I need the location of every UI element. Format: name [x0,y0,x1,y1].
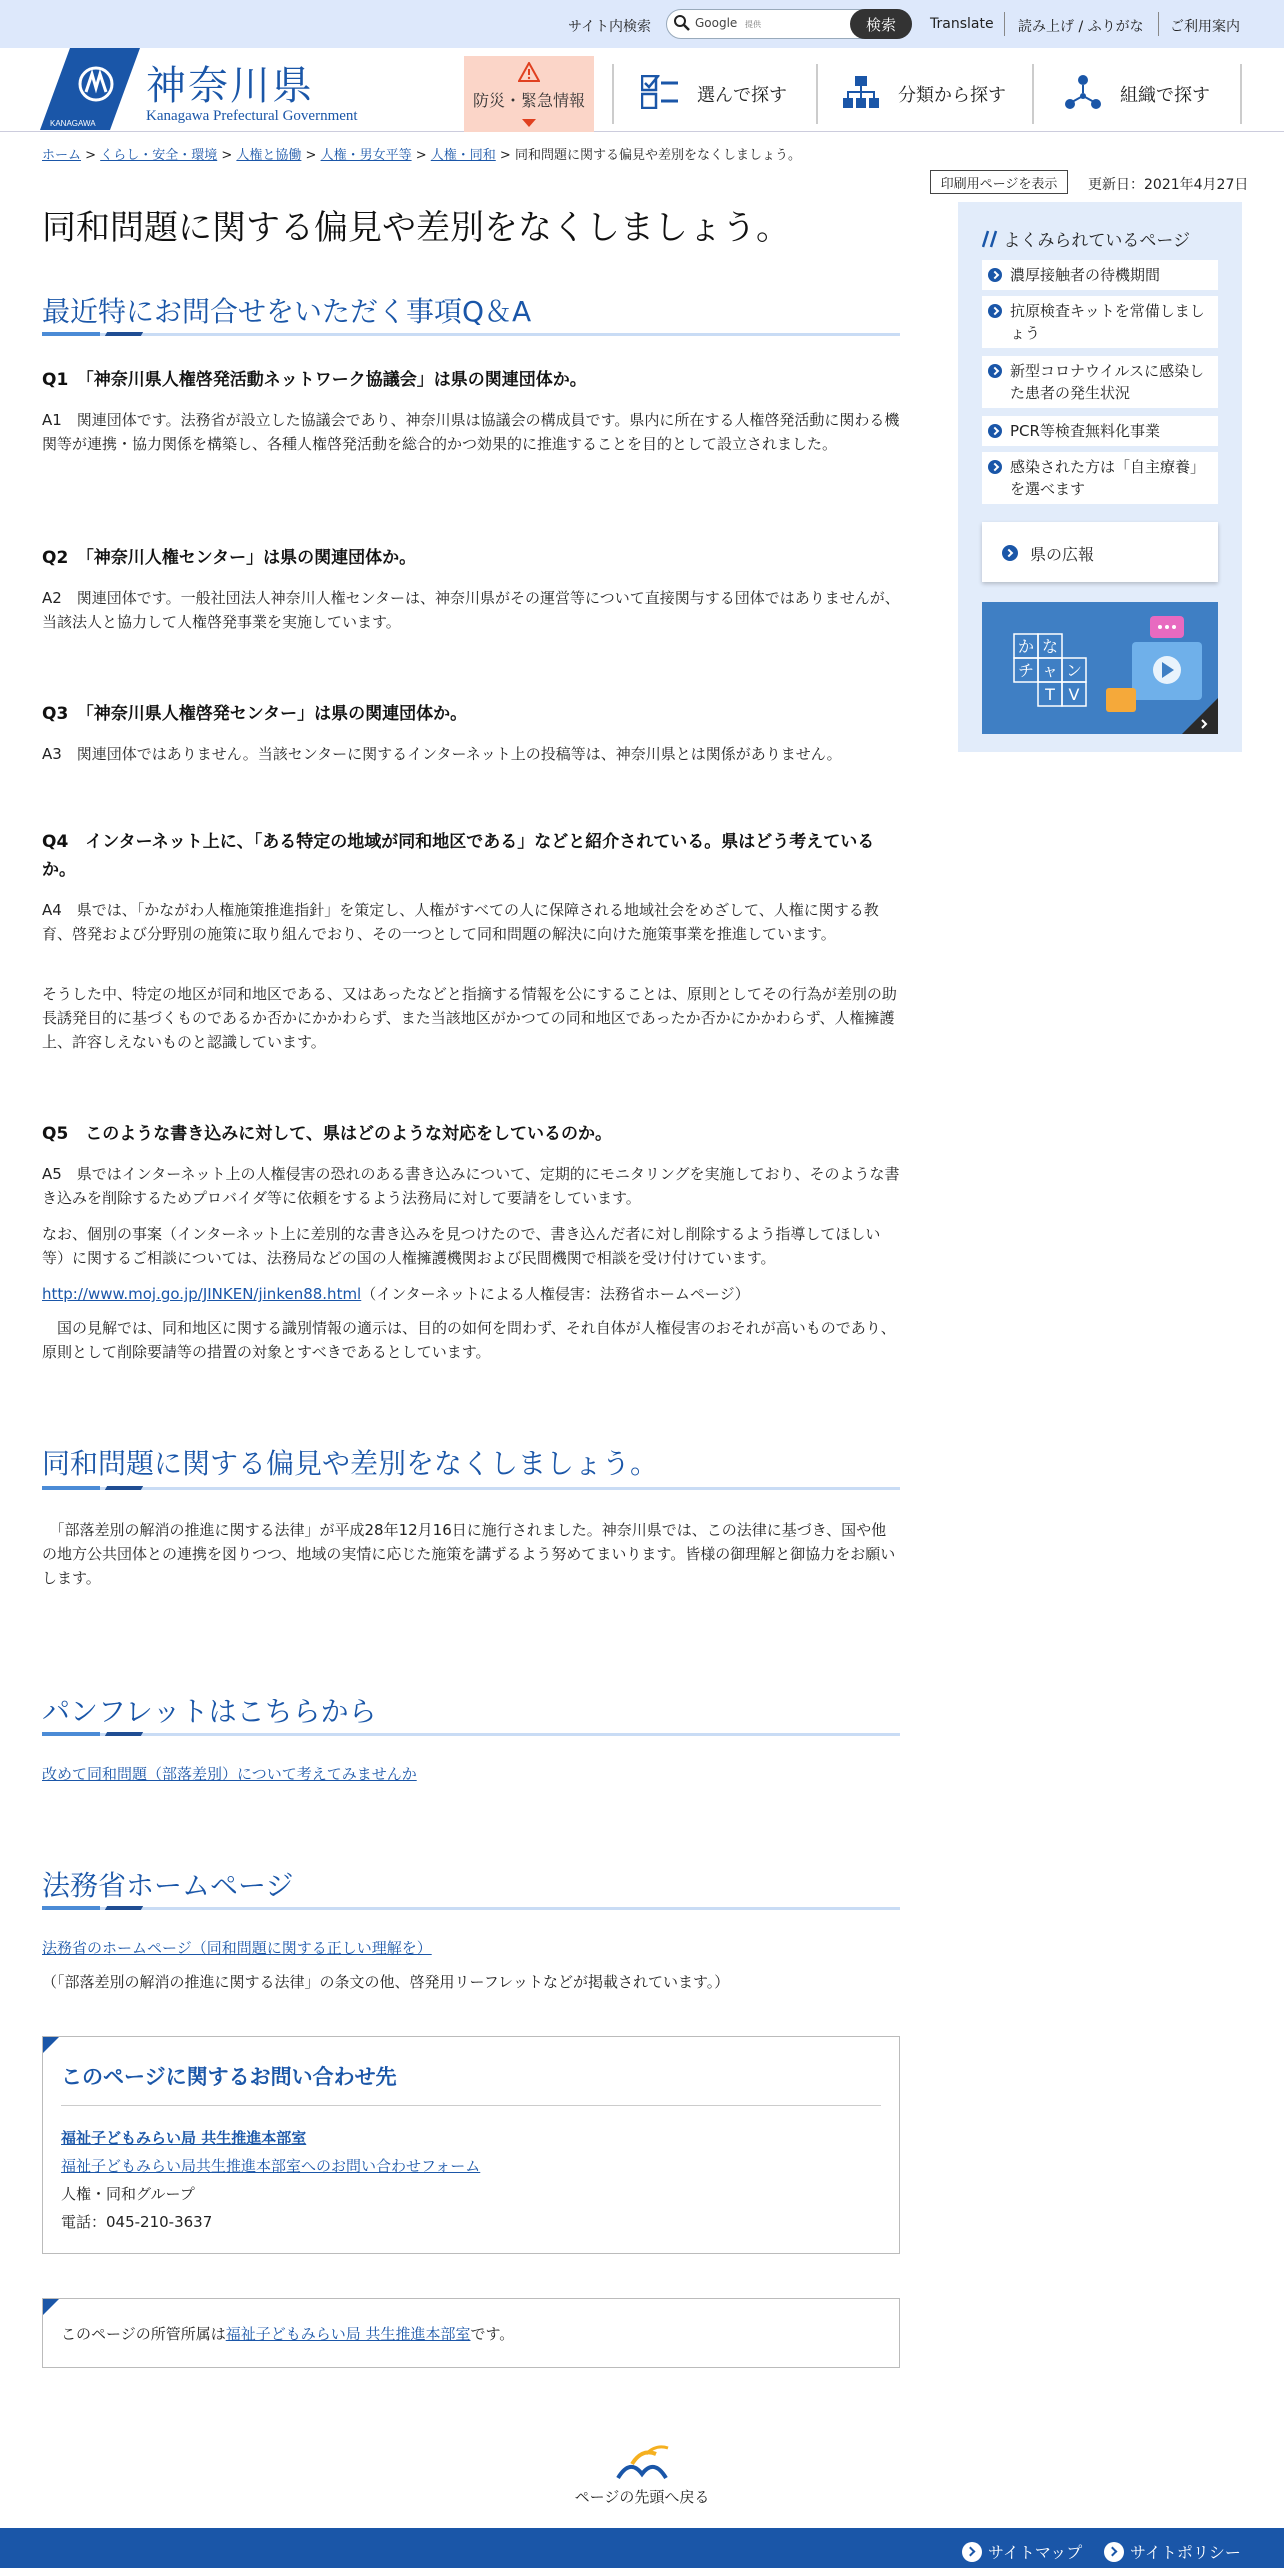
breadcrumb-home[interactable]: ホーム [42,148,82,163]
updated-date: 更新日：2021年4月27日 [1088,177,1249,193]
sidebar-item-contact-period[interactable] [982,260,1218,290]
print-page-button[interactable]: 印刷用ページを表示 [930,170,1068,194]
nav-label: 組織で探す [1120,85,1210,106]
site-search-label: サイト内検索 [568,19,652,35]
emergency-label: 防災・緊急情報 [472,90,585,110]
site-header [0,48,1284,132]
chevron-right-icon [1104,2542,1124,2562]
corner-mark-icon [43,2299,59,2315]
kanagawa-logo-icon[interactable] [40,48,140,132]
checklist-icon [641,75,679,113]
sidebar-heading [982,226,1190,251]
translate-link[interactable]: Translate [930,16,994,32]
seagull-icon [612,2444,672,2488]
breadcrumb-sep: > [81,148,101,163]
divider [61,2105,881,2106]
chevron-right-icon [988,364,1002,378]
answer-3: A3 関連団体ではありません。当該センターに関するインターネット上の投稿等は、神奈川県とは関係がありません。 [42,745,842,763]
breadcrumb-sep: > [411,148,431,163]
answer-5-part2: なお、個別の事案（インターネット上に差別的な書き込みを見つけたので、書き込んだ者に対し削除するよう指導してほしい等）に関するご相談については、法務局などの国の人権擁護機関および民間機関で相談を受け付けています。 [42,1225,881,1267]
heading-underline [42,330,900,338]
sidebar [958,202,1242,752]
sidebar-item-label: PCR等検査無料化事業 [1010,422,1160,440]
nav-select-search[interactable] [614,64,814,124]
section-heading-moj: 法務省ホームページ [42,1869,294,1902]
contact-title: このページに関するお問い合わせ先 [61,2065,397,2089]
owner-prefix: このページの所管所属は [61,2325,226,2343]
contact-dept-link[interactable]: 福祉子どもみらい局 共生推進本部室 [61,2129,307,2147]
moj-homepage-link[interactable]: 法務省のホームページ（同和問題に関する正しい理解を） [42,1939,432,1957]
sidebar-item-antigen-kit[interactable] [982,296,1218,348]
policy-label: サイトポリシー [1130,2543,1241,2562]
divider [1158,12,1159,36]
section-heading-qa: 最近特にお問合せをいただく事項Q＆A [42,295,532,328]
kana-char: T [1045,685,1055,704]
warning-icon [518,62,540,86]
kana-channel-banner[interactable] [982,602,1218,734]
nav-label: 分類から探す [898,85,1006,106]
kana-char: か [1017,637,1035,656]
question-4: Q4 インターネット上に、「ある特定の地域が同和地区である」などと紹介されている。県はどう考えているか。 [42,832,875,880]
contact-box [42,2036,900,2254]
breadcrumb-human-rights[interactable]: 人権と協働 [236,148,302,163]
footer-bar [0,2528,1284,2568]
utility-bar [0,0,1284,48]
site-policy-link[interactable] [1104,2540,1241,2563]
breadcrumb-sep: > [495,148,515,163]
divider [1004,12,1005,36]
contact-form-link[interactable]: 福祉子どもみらい局共生推進本部室へのお問い合わせフォーム [61,2157,481,2175]
owner-box [42,2298,900,2368]
moj-url-note: （インターネットによる人権侵害：法務省ホームページ） [361,1285,750,1303]
chevron-right-icon [988,424,1002,438]
chevron-right-icon [962,2542,982,2562]
logo-subtitle: Kanagawa Prefectural Government [146,108,358,124]
breadcrumb-sep: > [217,148,237,163]
search-icon [673,14,691,36]
sidebar-item-label: 新型コロナウイルスに感染した患者の発生状況 [1010,362,1205,402]
moj-url-link[interactable]: http://www.moj.go.jp/JINKEN/jinken88.html [42,1285,362,1303]
section-heading-pamphlet: パンフレットはこちらから [42,1695,377,1728]
chevron-right-icon [988,268,1002,282]
moj-line [42,1936,432,1960]
owner-suffix: です。 [470,2325,515,2343]
koho-label: 県の広報 [1030,545,1095,564]
breadcrumb-sep: > [301,148,321,163]
main-text: 「部落差別の解消の推進に関する法律」が平成28年12月16日に施行されました。神奈川県では、この法律に基づき、国や他の地方公共団体との連携を図りつつ、地域の実情に応じた施策を講ずるよう努めてまいります。皆様の御理解と御協力をお願いします。 [42,1521,896,1587]
back-to-top-label: ページの先頭へ戻る [574,2488,710,2506]
owner-link[interactable]: 福祉子どもみらい局 共生推進本部室 [225,2325,471,2343]
moj-url-line [42,1282,750,1306]
answer-5-part3: 国の見解では、同和地区に関する識別情報の適示は、目的の如何を問わず、それ自体が人権侵害のおそれが高いものであり、原則として削除要請等の措置の対象とすべきであるとしています。 [42,1319,896,1361]
kana-char: ン [1065,661,1083,680]
nav-label: 選んで探す [697,85,787,106]
breadcrumb-current: 同和問題に関する偏見や差別をなくしましょう。 [514,148,801,163]
nav-organization-search[interactable] [1034,64,1240,124]
pamphlet-link[interactable]: 改めて同和問題（部落差別）について考えてみませんか [42,1765,417,1783]
heading-underline [42,1730,900,1738]
google-provider-label: 提供 [745,20,761,29]
answer-4-part1: A4 県では、「かながわ人権施策推進指針」を策定し、人権がすべての人に保障される地域社会をめざして、人権に関する教育、啓発および分野別の施策に取り組んでおり、その一つとして同和問題の解決に向けた施策事業を推進しています。 [42,901,879,943]
corner-mark-icon [43,2037,59,2053]
search-button[interactable]: 検索 [850,9,912,39]
answer-5-part1: A5 県ではインターネット上の人権侵害の恐れのある書き込みについて、定期的にモニタリングを実施しており、そのような書き込みを削除するためプロバイダ等に依頼をするよう法務局に対して要請をしています。 [42,1165,900,1207]
kana-char: ャ [1041,661,1059,680]
chevron-right-icon [1002,545,1018,561]
question-5: Q5 このような書き込みに対して、県はどのような対応をしているのか。 [42,1124,612,1144]
sidebar-item-label: 濃厚接触者の待機期間 [1010,266,1161,284]
heading-underline [42,1904,900,1912]
answer-4-part2: そうした中、特定の地区が同和地区である、又はあったなどと指摘する情報を公にすることは、原則としてその行為が差別の助長誘発目的に基づくものであるか否かにかかわらず、また当該地区がかつての同和地区であったか否かにかかわらず、人権擁護上、許容しえないものと認識しています。 [42,985,897,1051]
contact-tel: 電話：045-210-3637 [61,2213,213,2231]
question-3: Q3 「神奈川県人権啓発センター」は県の関連団体か。 [42,704,468,724]
guide-link[interactable]: ご利用案内 [1170,19,1240,35]
heading-underline [42,1484,900,1492]
prefecture-pr-button[interactable] [982,522,1218,582]
owner-text [61,2323,514,2344]
kana-char: な [1041,637,1059,656]
question-2: Q2 「神奈川人権センター」は県の関連団体か。 [42,548,417,568]
logo-small-text: KANAGAWA [50,119,96,128]
sidebar-item-label: 感染された方は「自主療養」を選べます [1010,458,1206,498]
answer-1: A1 関連団体です。法務省が設立した協議会であり、神奈川県は協議会の構成員です。県内に所在する人権啓発活動に関わる機関等が連携・協力関係を構築し、各種人権啓発活動を総合的かつ効果的に推進することを目的として設立されました。 [42,411,900,453]
sidebar-item-self-care[interactable] [982,452,1218,504]
sidebar-item-pcr[interactable] [982,416,1218,446]
sitemap-label: サイトマップ [988,2543,1083,2562]
sidebar-item-label: 抗原検査キットを常備しましょう [1010,302,1205,342]
nav-category-search[interactable] [818,64,1030,124]
organization-icon [1064,74,1102,114]
logo-title[interactable]: 神奈川県 [146,63,314,109]
kana-char: V [1068,685,1080,704]
breadcrumb-dowa[interactable]: 人権・同和 [430,148,496,163]
chevron-right-icon [988,460,1002,474]
contact-group: 人権・同和グループ [61,2185,195,2203]
page-title: 同和問題に関する偏見や差別をなくしましょう。 [42,208,790,248]
sidebar-item-covid-status[interactable] [982,356,1218,408]
sitemap-link[interactable] [962,2540,1082,2563]
emergency-info-button[interactable] [464,56,594,132]
chevron-right-icon [988,304,1002,318]
section-heading-main: 同和問題に関する偏見や差別をなくしましょう。 [42,1447,659,1480]
kana-char: チ [1017,661,1035,680]
moj-note: （「部落差別の解消の推進に関する法律」の条文の他、啓発用リーフレットなどが掲載されています。） [42,1973,730,1991]
furigana-link[interactable]: 読み上げ / ふりがな [1018,19,1144,35]
google-label: Google [695,16,738,30]
breadcrumb-life[interactable]: くらし・安全・環境 [100,148,218,163]
divider [1240,64,1242,124]
pamphlet-line [42,1762,417,1786]
chevron-down-icon [522,119,536,127]
hierarchy-icon [842,75,880,113]
breadcrumb [42,144,801,163]
sidebar-title: よくみられているページ [1003,231,1191,251]
breadcrumb-equality[interactable]: 人権・男女平等 [320,148,412,163]
answer-2: A2 関連団体です。一般社団法人神奈川人権センターは、神奈川県がその運営等について直接関与する団体ではありませんが、当該法人と協力して人権啓発事業を実施しています。 [42,589,900,631]
double-slash-icon [982,230,998,248]
question-1: Q1 「神奈川県人権啓発活動ネットワーク協議会」は県の関連団体か。 [42,370,587,390]
